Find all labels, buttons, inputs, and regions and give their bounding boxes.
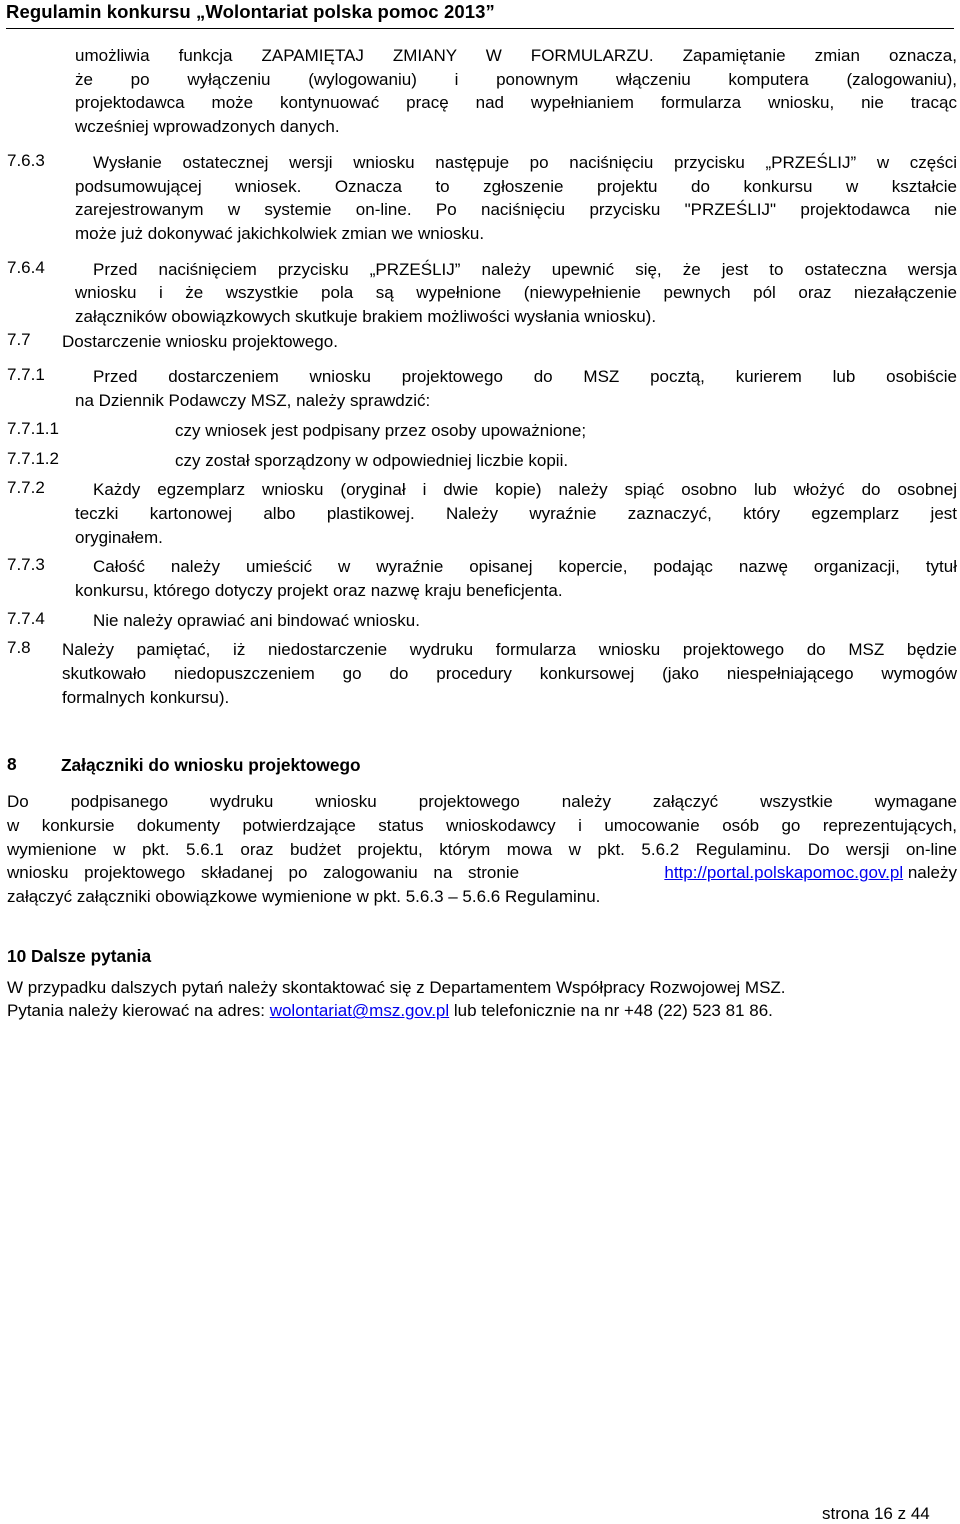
text-line: zarejestrowanym w systemie on-line. Po naciśnięciu przycisku "PRZEŚLIJ" projektodawca nie bbox=[75, 200, 957, 220]
intro-paragraph bbox=[7, 44, 957, 139]
section-number: 7.7.1 bbox=[7, 365, 45, 385]
text-line: Dostarczenie wniosku projektowego. bbox=[62, 331, 338, 351]
text-line: umożliwia funkcja ZAPAMIĘTAJ ZMIANY W FORMULARZU. Zapamiętanie zmian oznacza, bbox=[75, 46, 957, 65]
text-line: załączników obowiązkowych skutkuje brakiem możliwości wysłania wniosku). bbox=[75, 307, 657, 327]
section-7-8 bbox=[7, 638, 957, 709]
text-line: Nie należy oprawiać ani bindować wniosku. bbox=[93, 610, 420, 630]
text-line: Całość należy umieścić w wyraźnie opisanej kopercie, podając nazwę organizacji, tytuł bbox=[93, 557, 957, 577]
text-line: Wysłanie ostatecznej wersji wniosku następuje po naciśnięciu przycisku „PRZEŚLIJ” w części bbox=[93, 152, 957, 172]
document-body bbox=[7, 44, 957, 1023]
section-7-6-4 bbox=[7, 258, 957, 329]
section-7-7-4 bbox=[7, 609, 957, 633]
section-7-7-1-2 bbox=[7, 449, 957, 473]
section-number: 7.7.2 bbox=[7, 478, 45, 498]
section-number: 7.7.4 bbox=[7, 608, 45, 628]
section-number: 7.7.3 bbox=[7, 555, 45, 575]
section-number: 7.7.1.2 bbox=[7, 448, 59, 468]
text-line: Przed naciśnięciem przycisku „PRZEŚLIJ” należy upewnić się, że jest to ostateczna wersja bbox=[93, 259, 957, 279]
text-line: na Dziennik Podawczy MSZ, należy sprawdzić: bbox=[75, 391, 431, 411]
text-line: podsumowującej wniosek. Oznacza to zgłoszenie projektu do konkursu w kształcie bbox=[75, 176, 957, 196]
text-line: wniosku projektowego składanej po zalogowaniu na stronie http://portal.polskapomoc.gov.pl należy bbox=[7, 861, 957, 885]
text-line: Należy pamiętać, iż niedostarczenie wydruku formularza wniosku projektowego do MSZ będzie bbox=[62, 640, 957, 660]
section-8-heading bbox=[7, 754, 957, 778]
section-number: 7.7 bbox=[7, 329, 31, 349]
section-number: 7.6.3 bbox=[7, 150, 45, 170]
text-line: Każdy egzemplarz wniosku (oryginał i dwie kopie) należy spiąć osobno lub włożyć do osobnej bbox=[93, 480, 957, 500]
text-line: projektodawca może kontynuować pracę nad wypełnianiem formularza wniosku, nie tracąc bbox=[75, 93, 957, 113]
text-line: formalnych konkursu). bbox=[62, 687, 230, 707]
portal-link[interactable]: http://portal.polskapomoc.gov.pl bbox=[664, 863, 904, 883]
section-number: 7.8 bbox=[7, 638, 31, 658]
text-line: Do podpisanego wydruku wniosku projektowego należy załączyć wszystkie wymagane bbox=[7, 792, 957, 812]
text-line: teczki kartonowej albo plastikowej. Należy wyraźnie zaznaczyć, który egzemplarz jest bbox=[75, 503, 957, 523]
text-line: oryginałem. bbox=[75, 527, 163, 547]
section-title: Załączniki do wniosku projektowego bbox=[61, 754, 361, 775]
text-line: że po wyłączeniu (wylogowaniu) i ponownym włączeniu komputera (zalogowaniu), bbox=[75, 69, 957, 89]
section-7-7-1-1 bbox=[7, 419, 957, 443]
section-7-6-3 bbox=[7, 151, 957, 246]
section-7-7-3 bbox=[7, 555, 957, 602]
text-line: załączyć załączniki obowiązkowe wymienione w pkt. 5.6.3 – 5.6.6 Regulaminu. bbox=[7, 887, 601, 907]
text-line: w konkursie dokumenty potwierdzające status wnioskodawcy i umocowanie osób go reprezentujących, bbox=[7, 815, 957, 835]
text-line: wniosku i że wszystkie pola są wypełnione (niewypełnienie pewnych pól oraz niezałączenie bbox=[75, 283, 957, 303]
page-header: Regulamin konkursu „Wolontariat polska pomoc 2013” bbox=[6, 0, 954, 29]
section-10-title: 10 Dalsze pytania bbox=[7, 945, 152, 966]
section-10-body bbox=[7, 976, 957, 1023]
text-line: Pytania należy kierować na adres: wolontariat@msz.gov.pl lub telefonicznie na nr +48 (22) 523 81 86. bbox=[7, 1001, 773, 1021]
text-line: czy został sporządzony w odpowiedniej liczbie kopii. bbox=[175, 450, 569, 470]
text-line: czy wniosek jest podpisany przez osoby upoważnione; bbox=[175, 420, 587, 440]
text-line: wymienione w pkt. 5.6.1 oraz budżet projektu, którym mowa w pkt. 5.6.2 Regulaminu. Do wersji on-line bbox=[7, 839, 957, 859]
text-line: W przypadku dalszych pytań należy skontaktować się z Departamentem Współpracy Rozwojowej MSZ. bbox=[7, 977, 786, 997]
section-7-7-1 bbox=[7, 365, 957, 412]
section-7-7 bbox=[7, 330, 957, 354]
section-number: 7.6.4 bbox=[7, 257, 45, 277]
text-line: konkursu, którego dotyczy projekt oraz nazwę kraju beneficjenta. bbox=[75, 581, 563, 601]
section-8-body bbox=[7, 790, 957, 909]
text-line: może już dokonywać jakichkolwiek zmian we wniosku. bbox=[75, 223, 485, 243]
text-line: skutkowało niedopuszczeniem go do procedury konkursowej (jako niespełniającego wymogów bbox=[62, 664, 957, 684]
page-number: strona 16 z 44 bbox=[822, 1504, 930, 1523]
section-7-7-2 bbox=[7, 478, 957, 549]
section-number: 7.7.1.1 bbox=[7, 418, 59, 438]
section-number: 8 bbox=[7, 753, 17, 774]
text-line: Przed dostarczeniem wniosku projektowego do MSZ pocztą, kurierem lub osobiście bbox=[93, 367, 957, 387]
text-line: wcześniej wprowadzonych danych. bbox=[75, 117, 340, 137]
email-link[interactable]: wolontariat@msz.gov.pl bbox=[269, 1001, 450, 1021]
